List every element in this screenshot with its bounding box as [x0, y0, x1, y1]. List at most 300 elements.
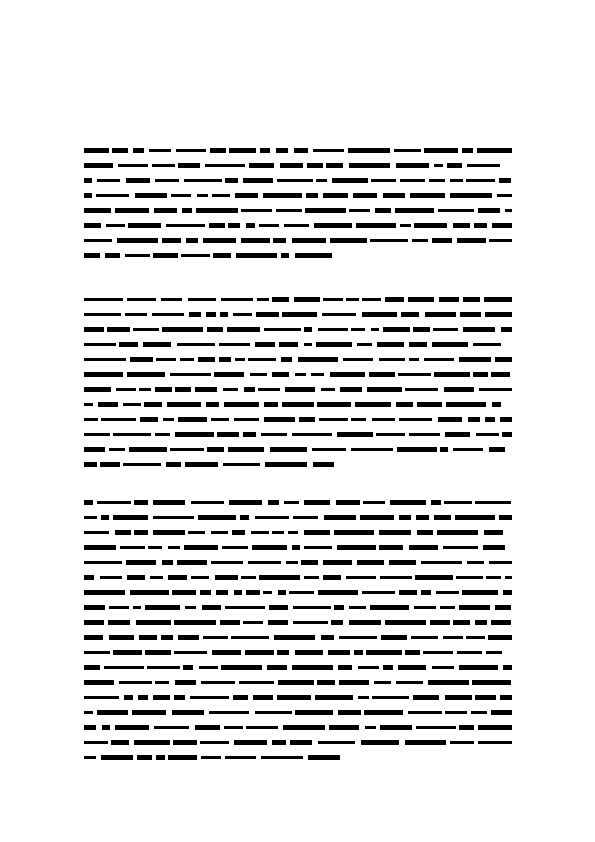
word-block: [113, 515, 148, 520]
word-block: [450, 193, 492, 198]
word-block: [255, 711, 292, 714]
word-block: [100, 576, 122, 579]
word-block: [348, 148, 390, 153]
word-block: [229, 148, 256, 153]
word-block: [153, 500, 185, 505]
word-block: [478, 208, 500, 213]
word-block: [234, 418, 259, 421]
word-block: [168, 575, 187, 580]
word-block: [304, 546, 332, 549]
word-block: [197, 194, 208, 197]
word-block: [293, 621, 328, 624]
word-block: [321, 635, 334, 640]
word-block: [434, 515, 451, 520]
word-block: [438, 417, 462, 422]
word-block: [244, 387, 255, 392]
word-block: [417, 402, 442, 407]
word-block: [177, 343, 215, 346]
word-block: [416, 515, 429, 520]
word-block: [248, 561, 281, 564]
word-block: [330, 238, 367, 243]
text-line: [84, 510, 512, 525]
word-block: [228, 447, 264, 452]
word-block: [124, 695, 133, 700]
word-block: [281, 253, 289, 258]
word-block: [446, 402, 486, 407]
word-block: [84, 239, 112, 242]
word-block: [292, 433, 332, 436]
text-line: [84, 412, 512, 427]
word-block: [408, 711, 442, 714]
text-line: [84, 442, 512, 457]
word-block: [318, 590, 358, 595]
word-block: [84, 516, 97, 519]
word-block: [313, 149, 344, 152]
word-block: [215, 575, 238, 580]
word-block: [434, 164, 443, 167]
word-block: [410, 193, 445, 198]
word-block: [175, 432, 214, 437]
word-block: [502, 432, 512, 437]
word-block: [126, 178, 150, 183]
word-block: [229, 500, 262, 505]
word-block: [453, 223, 470, 228]
word-block: [84, 148, 109, 153]
word-block: [304, 343, 312, 346]
word-block: [212, 650, 241, 655]
text-line: [84, 322, 512, 337]
word-block: [84, 313, 121, 316]
word-block: [284, 224, 309, 227]
word-block: [120, 546, 145, 549]
word-block: [354, 650, 363, 655]
word-block: [417, 530, 433, 535]
word-block: [311, 373, 324, 376]
paragraph-2: [84, 292, 512, 472]
word-block: [132, 710, 166, 715]
word-block: [206, 312, 216, 317]
word-block: [432, 238, 452, 243]
word-block: [199, 666, 218, 669]
word-block: [243, 178, 273, 183]
word-block: [497, 194, 512, 197]
word-block: [84, 327, 104, 332]
word-block: [394, 149, 421, 152]
text-line: [84, 248, 512, 263]
word-block: [491, 710, 512, 715]
word-block: [184, 545, 218, 550]
word-block: [251, 531, 269, 534]
word-block: [168, 755, 197, 760]
word-block: [405, 650, 420, 655]
word-block: [336, 500, 360, 505]
word-block: [267, 665, 287, 670]
word-block: [250, 373, 267, 376]
word-block: [212, 194, 230, 197]
word-block: [400, 224, 411, 227]
word-block: [84, 358, 126, 361]
word-block: [306, 193, 318, 198]
word-block: [474, 223, 487, 228]
word-block: [172, 590, 196, 595]
word-block: [293, 606, 331, 609]
word-block: [467, 561, 484, 564]
word-block: [339, 680, 369, 685]
word-block: [272, 372, 289, 377]
text-line: [84, 337, 512, 352]
word-block: [322, 313, 356, 316]
word-block: [424, 148, 458, 153]
word-block: [84, 605, 105, 610]
word-block: [180, 358, 194, 361]
word-block: [255, 342, 275, 347]
word-block: [257, 298, 269, 301]
word-block: [478, 741, 512, 744]
word-block: [447, 163, 462, 168]
word-block: [477, 148, 512, 153]
text-line: [84, 158, 512, 173]
word-block: [390, 500, 426, 505]
word-block: [115, 208, 149, 213]
text-line: [84, 705, 512, 720]
text-line: [84, 600, 512, 615]
word-block: [298, 357, 338, 362]
word-block: [294, 297, 320, 302]
word-block: [489, 561, 512, 564]
word-block: [211, 418, 229, 421]
word-block: [415, 575, 453, 580]
word-block: [205, 164, 245, 167]
word-block: [486, 576, 501, 579]
text-line: [84, 382, 512, 397]
word-block: [223, 463, 260, 466]
word-block: [399, 590, 417, 595]
word-block: [183, 665, 193, 670]
word-block: [261, 756, 303, 759]
word-block: [351, 448, 393, 451]
text-line: [84, 645, 512, 660]
word-block: [363, 501, 385, 504]
word-block: [379, 545, 403, 550]
word-block: [163, 418, 174, 421]
word-block: [195, 725, 220, 730]
word-block: [203, 238, 236, 243]
word-block: [174, 620, 216, 625]
word-block: [372, 418, 395, 421]
word-block: [221, 665, 262, 670]
word-block: [381, 635, 407, 640]
word-block: [119, 342, 138, 347]
word-block: [492, 223, 512, 228]
word-block: [84, 208, 111, 213]
word-block: [346, 298, 359, 301]
word-block: [135, 193, 167, 198]
word-block: [153, 516, 194, 519]
word-block: [304, 576, 319, 579]
word-block: [362, 298, 381, 301]
word-block: [143, 342, 171, 347]
word-block: [227, 327, 260, 332]
word-block: [361, 740, 399, 745]
word-block: [357, 343, 372, 346]
word-block: [109, 448, 125, 451]
word-block: [220, 620, 240, 625]
word-block: [379, 530, 411, 535]
word-block: [219, 357, 231, 362]
word-block: [117, 238, 158, 243]
word-block: [155, 681, 169, 684]
word-block: [126, 560, 156, 565]
word-block: [84, 665, 100, 670]
word-block: [484, 297, 512, 302]
word-block: [466, 179, 495, 182]
word-block: [421, 590, 431, 595]
word-block: [328, 650, 350, 655]
word-block: [111, 740, 129, 745]
word-block: [152, 164, 175, 167]
word-block: [413, 695, 439, 700]
word-block: [383, 193, 405, 198]
word-block: [278, 680, 314, 685]
word-block: [256, 312, 279, 317]
word-block: [413, 327, 430, 332]
word-block: [495, 357, 512, 362]
word-block: [304, 327, 312, 332]
word-block: [338, 665, 352, 670]
word-block: [97, 179, 120, 182]
text-line: [84, 173, 512, 188]
word-block: [154, 208, 177, 213]
word-block: [139, 388, 151, 391]
word-block: [173, 740, 197, 745]
word-block: [304, 500, 330, 505]
word-block: [488, 635, 512, 640]
word-block: [492, 402, 501, 407]
word-block: [319, 418, 348, 421]
word-block: [358, 666, 379, 669]
word-block: [305, 208, 346, 213]
word-block: [84, 462, 97, 467]
word-block: [353, 193, 377, 198]
word-block: [109, 635, 134, 640]
word-block: [198, 515, 236, 520]
word-block: [475, 501, 511, 504]
word-block: [84, 711, 93, 714]
word-block: [181, 254, 210, 257]
word-block: [329, 725, 359, 730]
word-block: [453, 620, 470, 625]
word-block: [239, 681, 274, 684]
word-block: [397, 447, 437, 452]
word-block: [129, 447, 167, 452]
word-block: [380, 725, 412, 730]
word-block: [304, 530, 330, 535]
word-block: [260, 148, 270, 153]
word-block: [438, 209, 474, 212]
word-block: [224, 402, 259, 407]
word-block: [84, 620, 104, 625]
word-block: [268, 500, 279, 505]
word-block: [225, 606, 265, 609]
word-block: [125, 313, 147, 316]
word-block: [349, 606, 366, 609]
word-block: [473, 372, 488, 377]
word-block: [277, 179, 313, 182]
word-block: [84, 253, 100, 258]
word-block: [356, 223, 396, 228]
word-block: [307, 163, 323, 168]
word-block: [471, 711, 487, 714]
word-block: [84, 223, 101, 228]
word-block: [133, 148, 144, 153]
word-block: [450, 741, 474, 744]
word-block: [437, 530, 478, 535]
word-block: [503, 590, 512, 595]
word-block: [106, 224, 125, 227]
word-block: [500, 417, 512, 422]
word-block: [216, 590, 228, 595]
word-block: [84, 575, 94, 580]
word-block: [317, 680, 335, 685]
word-block: [162, 327, 203, 332]
word-block: [292, 545, 300, 550]
word-block: [362, 312, 397, 317]
word-block: [280, 163, 303, 168]
word-block: [178, 417, 207, 422]
text-line: [84, 307, 512, 322]
word-block: [316, 179, 327, 182]
word-block: [459, 605, 490, 610]
word-block: [374, 681, 391, 684]
word-block: [185, 606, 196, 609]
word-block: [349, 163, 390, 168]
word-block: [405, 388, 438, 391]
word-block: [318, 741, 355, 744]
word-block: [198, 357, 215, 362]
text-line: [84, 203, 512, 218]
word-block: [123, 463, 161, 466]
word-block: [248, 358, 276, 361]
word-block: [385, 297, 404, 302]
word-block: [486, 651, 502, 654]
word-block: [421, 561, 462, 564]
text-line: [84, 690, 512, 705]
word-block: [196, 208, 238, 213]
word-block: [189, 312, 201, 317]
word-block: [351, 328, 365, 331]
word-block: [241, 209, 272, 212]
word-block: [115, 725, 149, 730]
word-block: [343, 358, 373, 361]
word-block: [128, 223, 161, 228]
word-block: [485, 417, 495, 422]
word-block: [439, 297, 459, 302]
word-block: [108, 620, 130, 625]
word-block: [220, 312, 228, 317]
word-block: [443, 636, 463, 639]
word-block: [84, 725, 96, 730]
word-block: [371, 328, 379, 331]
word-block: [396, 402, 413, 407]
word-block: [330, 372, 365, 377]
word-block: [505, 209, 512, 212]
word-block: [371, 179, 396, 182]
word-block: [475, 620, 487, 625]
word-block: [269, 605, 288, 610]
word-block: [339, 636, 377, 639]
word-block: [101, 755, 133, 760]
word-block: [313, 462, 334, 467]
word-block: [479, 388, 512, 391]
paragraph-1: [84, 143, 512, 263]
word-block: [337, 432, 373, 437]
word-block: [84, 387, 111, 392]
word-block: [171, 194, 191, 197]
word-block: [156, 755, 165, 760]
word-block: [118, 164, 148, 167]
word-block: [332, 178, 368, 183]
word-block: [288, 531, 298, 534]
word-block: [396, 163, 429, 168]
word-block: [362, 591, 395, 594]
word-block: [200, 741, 229, 744]
word-block: [156, 358, 176, 361]
word-block: [324, 515, 356, 520]
word-block: [225, 756, 256, 759]
word-block: [457, 238, 486, 243]
word-block: [412, 239, 428, 242]
word-block: [84, 590, 125, 595]
word-block: [232, 530, 245, 535]
word-block: [140, 417, 158, 422]
word-block: [501, 327, 512, 332]
word-block: [84, 561, 122, 564]
word-block: [409, 342, 427, 347]
word-block: [443, 546, 478, 549]
word-block: [462, 590, 498, 595]
word-block: [290, 740, 312, 745]
text-line: [84, 292, 512, 307]
word-block: [326, 163, 343, 168]
word-block: [134, 740, 170, 745]
word-block: [398, 665, 426, 670]
word-block: [364, 710, 403, 715]
word-block: [243, 621, 263, 624]
word-block: [499, 178, 511, 183]
paragraph-3: [84, 495, 512, 765]
word-block: [144, 402, 162, 407]
word-block: [295, 710, 333, 715]
word-block: [351, 418, 366, 421]
word-block: [264, 417, 295, 422]
word-block: [249, 163, 274, 168]
word-block: [432, 666, 454, 669]
word-block: [283, 725, 325, 730]
word-block: [505, 576, 512, 579]
word-block: [241, 238, 270, 243]
word-block: [170, 373, 211, 376]
word-block: [445, 711, 467, 714]
word-block: [178, 163, 200, 168]
word-block: [424, 358, 454, 361]
text-line: [84, 457, 512, 472]
word-block: [236, 253, 277, 258]
word-block: [272, 531, 284, 534]
word-block: [149, 149, 171, 152]
word-block: [444, 387, 474, 392]
word-block: [369, 372, 395, 377]
word-block: [133, 606, 141, 609]
